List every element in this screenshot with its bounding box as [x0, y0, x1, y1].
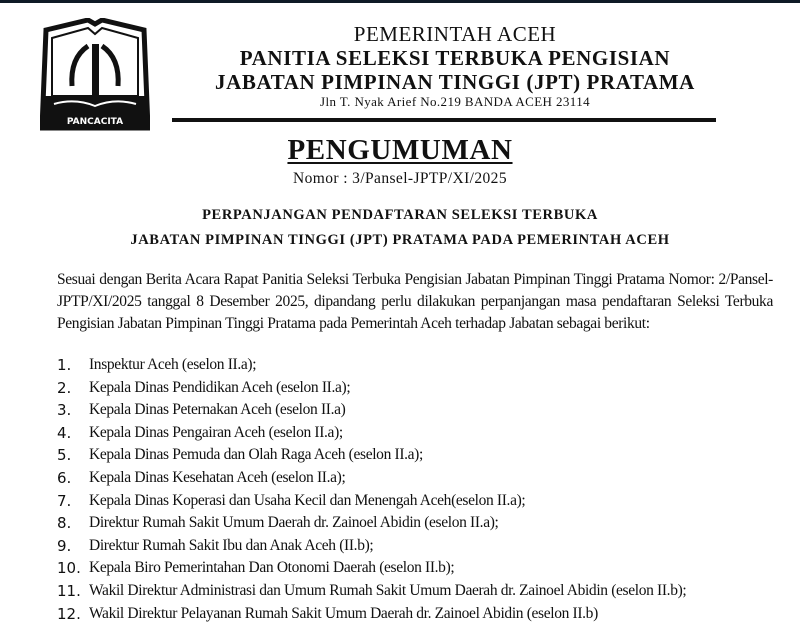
header-divider	[172, 118, 716, 122]
item-number: 10.	[57, 559, 81, 578]
item-text: Kepala Dinas Kesehatan Aceh (eselon II.a);	[89, 468, 346, 486]
svg-text:PANCACITA: PANCACITA	[66, 117, 124, 127]
list-item	[57, 535, 773, 558]
header-government: PEMERINTAH ACEH	[353, 22, 557, 46]
item-text: Wakil Direktur Pelayanan Rumah Sakit Umum Daerah dr. Zainoel Abidin (eselon II.b)	[89, 604, 598, 622]
item-text: Inspektur Aceh (eselon II.a);	[89, 356, 257, 373]
item-number: 6.	[57, 468, 72, 487]
list-item	[57, 354, 773, 377]
top-bar	[0, 0, 800, 3]
item-number: 12.	[57, 604, 81, 623]
item-number: 8.	[57, 514, 72, 533]
title-text: PENGUMUMAN	[287, 134, 513, 166]
intro-paragraph: Sesuai dengan Berita Acara Rapat Panitia Seleksi Terbuka Pengisian Jabatan Pimpinan Tinggi Pratama Nomor: 2/Pansel-JPTP/XI/2025 tanggal 8 Desember 2025, dipandang perlu dilakukan perpanjangan masa pendaftaran Seleksi Terbuka Pengisian Jabatan Pimpinan Tinggi Pratama pada Pemerintah Aceh terhadap Jabatan sebagai berikut:	[57, 271, 773, 332]
list-item	[57, 399, 773, 422]
subtitle-line-1: PERPANJANGAN PENDAFTARAN SELEKSI TERBUKA	[202, 207, 598, 223]
item-text: Kepala Dinas Pendidikan Aceh (eselon II.a);	[89, 378, 351, 396]
list-item	[57, 377, 773, 400]
document-title	[0, 134, 800, 167]
item-number: 1.	[57, 356, 72, 374]
header-address: Jln T. Nyak Arief No.219 BANDA ACEH 23114	[319, 94, 590, 109]
item-text: Kepala Biro Pemerintahan Dan Otonomi Daerah (eselon II.b);	[89, 559, 455, 577]
item-number: 9.	[57, 536, 72, 555]
item-number: 3.	[57, 401, 72, 420]
item-text: Kepala Dinas Pengairan Aceh (eselon II.a);	[89, 423, 343, 441]
item-text: Kepala Dinas Koperasi dan Usaha Kecil dan Menengah Aceh(eselon II.a);	[89, 491, 526, 509]
aceh-emblem-logo	[40, 18, 150, 134]
header-committee: PANITIA SELEKSI TERBUKA PENGISIAN	[239, 46, 671, 70]
list-item	[57, 603, 773, 626]
item-text: Kepala Dinas Pemuda dan Olah Raga Aceh (eselon II.a);	[89, 446, 423, 464]
list-item	[57, 444, 773, 467]
subtitle-line-2: JABATAN PIMPINAN TINGGI (JPT) PRATAMA PADA PEMERINTAH ACEH	[130, 232, 670, 248]
list-item	[57, 422, 773, 445]
item-text: Direktur Rumah Sakit Ibu dan Anak Aceh (II.b);	[89, 536, 374, 554]
item-text: Kepala Dinas Peternakan Aceh (eselon II.a)	[89, 401, 346, 419]
list-item	[57, 580, 773, 603]
position-list	[57, 354, 773, 625]
item-number: 2.	[57, 378, 72, 397]
list-item	[57, 512, 773, 535]
item-number: 5.	[57, 446, 72, 465]
header-position: JABATAN PIMPINAN TINGGI (JPT) PRATAMA	[215, 70, 695, 94]
item-number: 11.	[57, 581, 81, 600]
item-number: 7.	[57, 491, 72, 510]
document-number: Nomor : 3/Pansel-JPTP/XI/2025	[293, 170, 507, 187]
list-item	[57, 557, 773, 580]
item-text: Direktur Rumah Sakit Umum Daerah dr. Zainoel Abidin (eselon II.a);	[89, 514, 499, 532]
list-item	[57, 467, 773, 490]
item-text: Wakil Direktur Administrasi dan Umum Rumah Sakit Umum Daerah dr. Zainoel Abidin (eselon II.b);	[89, 581, 687, 599]
item-number: 4.	[57, 423, 72, 442]
list-item	[57, 490, 773, 513]
